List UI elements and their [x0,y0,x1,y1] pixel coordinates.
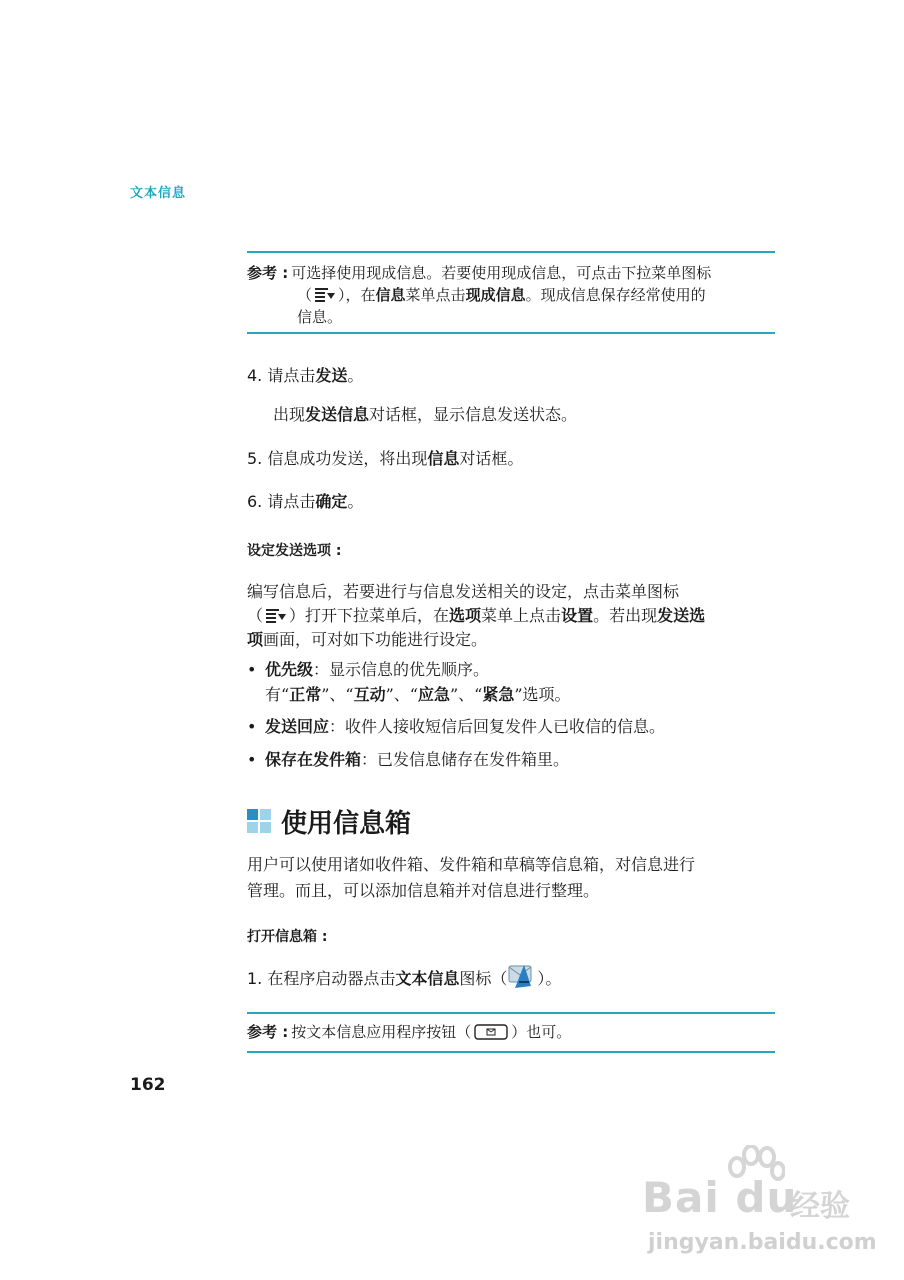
section-title: 使用信息箱 [281,809,412,839]
section-squares-icon [247,809,271,833]
baidu-watermark [640,1145,877,1265]
menu-dropdown-icon [265,608,287,623]
text-message-app-icon [507,962,537,990]
subheading-send-options: 设定发送选项 : [247,543,342,559]
step-5: 5. 信息成功发送，将出现信息对话框。 [247,449,524,468]
bullet-priority: • 优先级：显示信息的优先顺序。 有“正常”、“互动”、“应急”、“紧急”选项。 [247,657,787,707]
priority-options: 有“正常”、“互动”、“应急”、“紧急”选项。 [265,685,571,704]
bullet-save-outbox: • 保存在发件箱：已发信息储存在发件箱里。 [247,750,570,769]
step-4: 4. 请点击发送。 [247,366,364,385]
running-header: 文本信息 [130,186,187,201]
subheading-open-mailbox: 打开信息箱 : [247,929,328,945]
para1-line-2: （ ）打开下拉菜单后，在选项菜单上点击设置。若出现发送选 [247,606,706,625]
step-6: 6. 请点击确定。 [247,492,364,511]
message-key-icon [474,1024,508,1040]
note-line-3: 信息。 [297,308,343,326]
note-box-1 [247,251,775,334]
paragraph-send-options: 编写信息后，若要进行与信息发送相关的设定，点击菜单图标 （ ）打开下拉菜单后，在选项菜单上点击设置。若出现发送选 项画面，可对如下功能进行设定。 [247,580,787,652]
note-label: 参考 : [247,1023,289,1041]
paragraph-mailbox: 用户可以使用诸如收件箱、发件箱和草稿等信息箱，对信息进行 管理。而且，可以添加信息箱并对信息进行整理。 [247,855,696,900]
step-1: 1. 在程序启动器点击文本信息图标（ ）。 [247,962,561,991]
watermark-brand: Bai du [642,1173,798,1222]
watermark-product: 经验 [790,1189,850,1224]
para1-line-3: 项画面，可对如下功能进行设定。 [247,630,488,649]
page-number: 162 [130,1075,166,1095]
note-line-1: 参考 : 可选择使用现成信息。若要使用现成信息，可点击下拉菜单图标 [247,264,712,282]
step-4-description: 出现发送信息对话框，显示信息发送状态。 [273,405,578,424]
menu-dropdown-icon [314,287,336,302]
note-line-2: （ ），在信息菜单点击现成信息。现成信息保存经常使用的 [297,286,706,304]
watermark-url: jingyan.baidu.com [648,1230,877,1255]
bullet-delivery-report: • 发送回应：收件人接收短信后回复发件人已收信的信息。 [247,717,666,736]
note-label: 参考 : [247,264,289,282]
note-box-2: 参考 : 按文本信息应用程序按钮（ ）也可。 [247,1012,775,1053]
